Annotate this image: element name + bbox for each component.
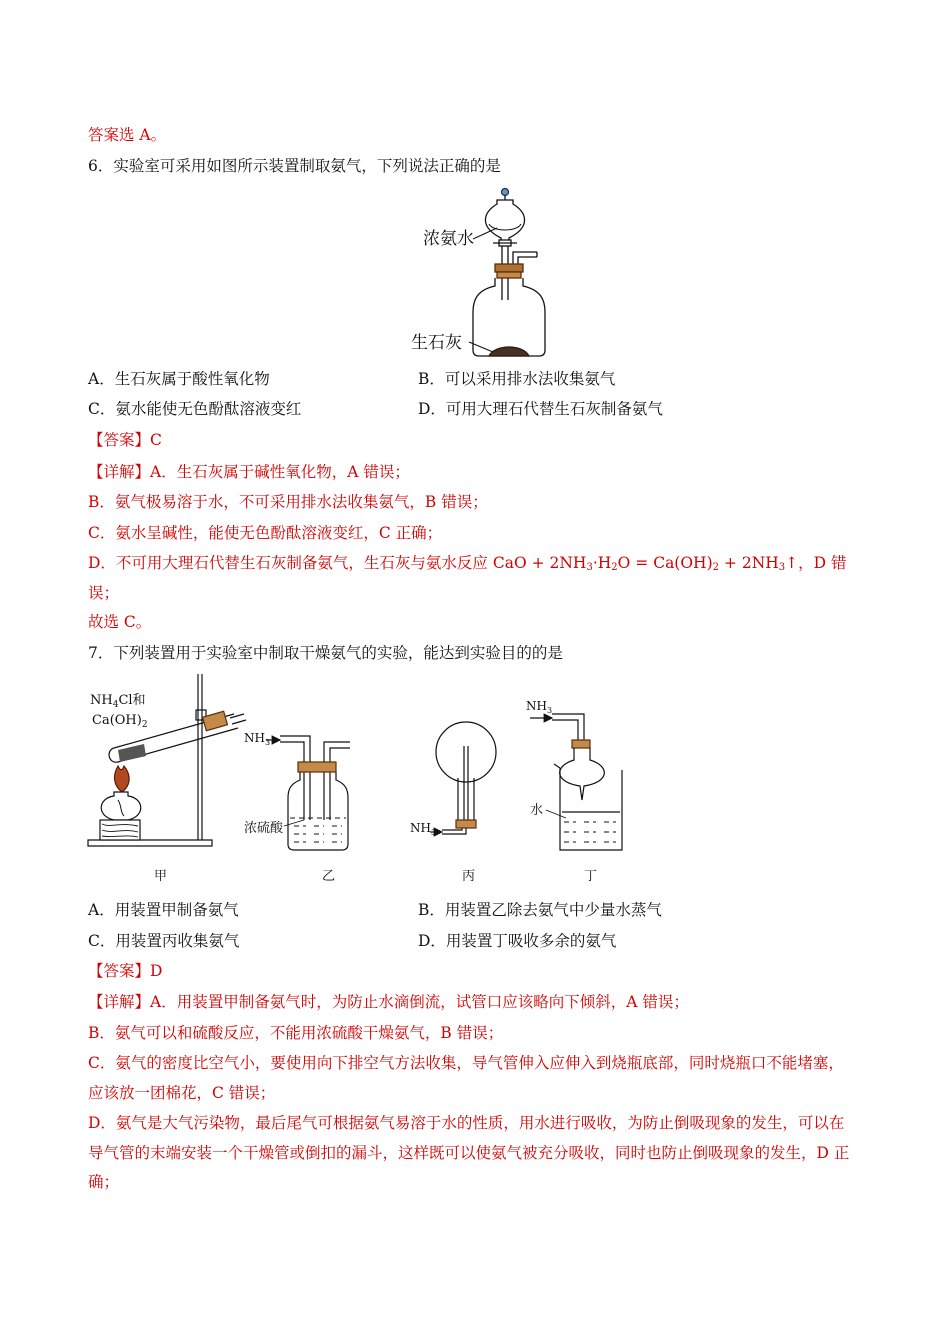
q7-apparatus-figure xyxy=(84,670,624,888)
q6-explanation-d xyxy=(88,549,858,608)
bottle-stopper xyxy=(495,264,523,272)
q6-exp-d-part: ↑，D 错误； xyxy=(88,554,847,602)
prev-answer-line: 答案选 A。 xyxy=(88,126,167,144)
separatory-funnel xyxy=(485,200,524,242)
q6-exp-d-sub: 2 xyxy=(712,562,719,573)
alcohol-lamp xyxy=(101,792,141,820)
q7-option-a: A．用装置甲制备氨气 xyxy=(88,901,239,919)
bottle-stopper xyxy=(298,762,336,772)
label-quicklime: 生石灰 xyxy=(411,333,462,353)
yi-acid-label: 浓硫酸 xyxy=(244,821,284,836)
q7-stem: 7．下列装置用于实验室中制取干燥氨气的实验，能达到实验目的的是 xyxy=(88,644,563,662)
q6-exp-d-sub: 3 xyxy=(586,562,593,573)
q6-option-c: C．氨水能使无色酚酞溶液变红 xyxy=(88,400,302,418)
caption-jia: 甲 xyxy=(154,869,168,884)
q7-answer: 【答案】D xyxy=(88,962,163,980)
jia-reagent-label-2: $Ca(OH)_2$ xyxy=(92,713,148,730)
q6-exp-d-part: O = Ca(OH) xyxy=(617,554,713,572)
q7-option-d: D．用装置丁吸收多余的氨气 xyxy=(418,932,617,950)
q6-exp-d-part: + 2NH xyxy=(719,554,779,572)
q6-option-b: B．可以采用排水法收集氨气 xyxy=(418,370,616,388)
jia-reagent-label: $NH_4Cl$和 xyxy=(90,693,146,710)
q6-exp-d-part: ·H xyxy=(592,554,612,572)
q6-ammonia-apparatus-figure xyxy=(405,182,565,360)
q7-explanation-d: D．氨气是大气污染物，最后尾气可根据氨气易溶于水的性质，用水进行吸收，为防止倒吸现象的发生，可以在导气管的末端安装一个干燥管或倒扣的漏斗，这样既可以使氨气被充分吸收，同时也防止倒吸现象的发生，D 正确； xyxy=(88,1114,850,1191)
round-flask xyxy=(436,722,496,782)
wooden-block xyxy=(100,820,140,840)
q6-explanation-c: C．氨水呈碱性，能使无色酚酞溶液变红，C 正确； xyxy=(88,524,443,542)
q6-exp-d-part: D．不可用大理石代替生石灰制备氨气，生石灰与氨水反应 CaO + 2NH xyxy=(88,554,587,572)
funnel-stopper xyxy=(502,189,509,196)
q6-explanation-b: B．氨气极易溶于水，不可采用排水法收集氨气，B 错误； xyxy=(88,493,488,511)
q6-exp-d-sub: 3 xyxy=(778,562,786,573)
yi-nh3-label: $NH_3$ xyxy=(244,731,271,747)
q6-option-a: A．生石灰属于酸性氧化物 xyxy=(88,370,270,388)
iron-stand-base xyxy=(88,840,212,846)
beaker xyxy=(554,764,622,850)
ding-water-label: 水 xyxy=(530,803,544,818)
q7-explanation-a: 【详解】A．用装置甲制备氨气时，为防止水滴倒流，试管口应该略向下倾斜，A 错误； xyxy=(88,993,689,1011)
bing-nh3-label: $NH_3$ xyxy=(410,821,437,837)
q6-conclusion: 故选 C。 xyxy=(88,613,152,631)
inverted-funnel xyxy=(560,748,605,800)
caption-yi: 乙 xyxy=(322,869,336,884)
apparatus-bing xyxy=(430,722,496,834)
q6-option-d: D．可用大理石代替生石灰制备氨气 xyxy=(418,400,663,418)
q7-explanation-c: C．氨气的密度比空气小，要使用向下排空气方法收集，导气管伸入应伸入到烧瓶底部，同时烧瓶口不能堵塞，应该放一团棉花，C 错误； xyxy=(88,1054,844,1102)
apparatus-ding xyxy=(530,714,622,850)
q7-option-b: B．用装置乙除去氨气中少量水蒸气 xyxy=(418,901,662,919)
q6-exp-d-sub: 2 xyxy=(611,562,618,573)
quicklime-pile xyxy=(489,347,529,356)
caption-bing: 丙 xyxy=(462,869,476,884)
q6-answer: 【答案】C xyxy=(88,431,162,449)
label-conc-ammonia: 浓氨水 xyxy=(423,229,474,249)
ding-nh3-label: $NH_3$ xyxy=(526,699,553,715)
flame xyxy=(115,766,130,792)
q6-stem: 6．实验室可采用如图所示装置制取氨气，下列说法正确的是 xyxy=(88,157,501,175)
q7-option-c: C．用装置丙收集氨气 xyxy=(88,932,240,950)
q6-explanation-a: 【详解】A．生石灰属于碱性氧化物，A 错误； xyxy=(88,463,410,481)
reaction-bottle xyxy=(473,278,545,356)
q7-explanation-b: B．氨气可以和硫酸反应，不能用浓硫酸干燥氨气，B 错误； xyxy=(88,1024,504,1042)
wash-bottle xyxy=(288,772,348,850)
caption-ding: 丁 xyxy=(584,869,598,884)
